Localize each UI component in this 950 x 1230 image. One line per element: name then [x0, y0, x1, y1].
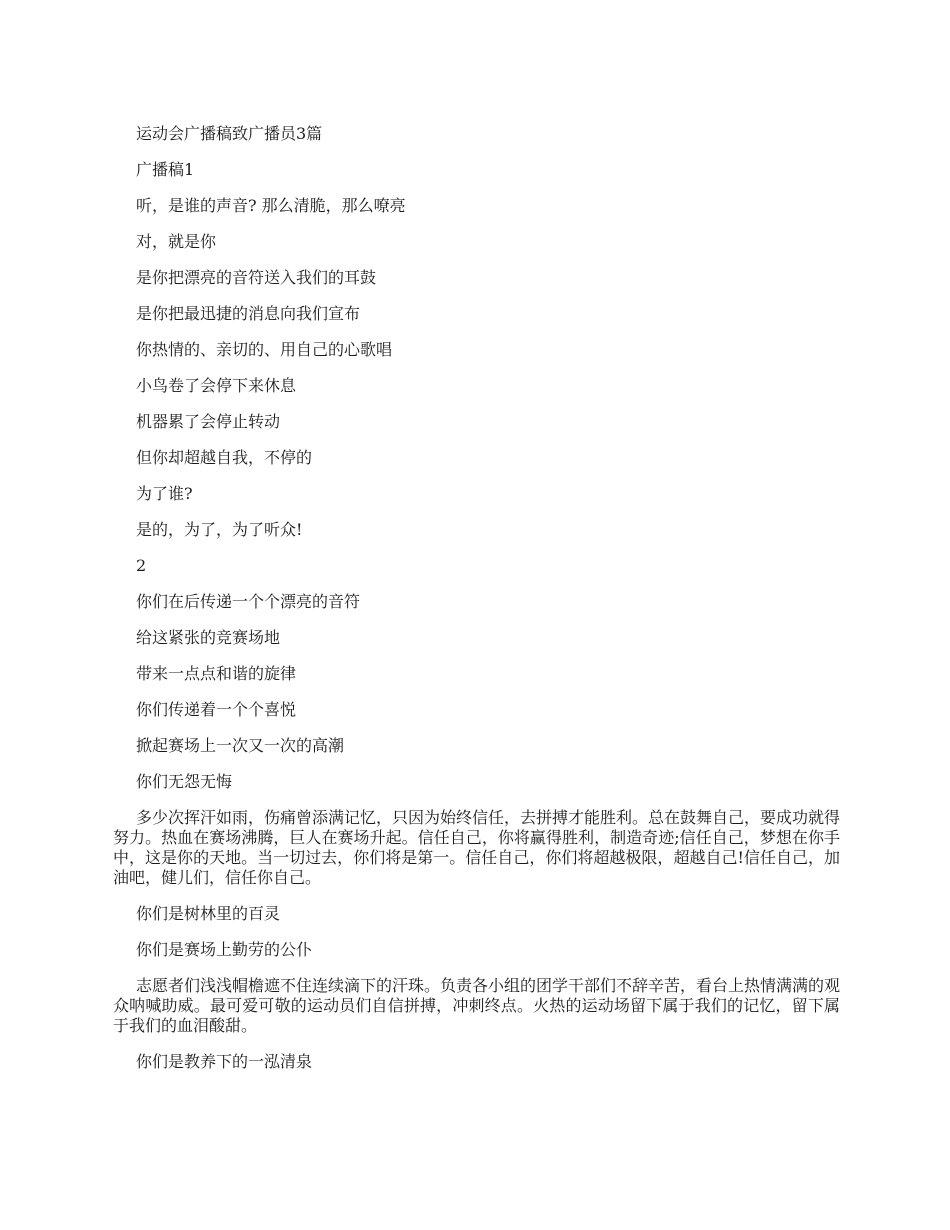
poem-line: 机器累了会停止转动	[136, 412, 281, 431]
poem-line: 听，是谁的声音? 那么清脆，那么嘹亮	[136, 196, 406, 215]
poem-line: 你们在后传递一个个漂亮的音符	[136, 592, 361, 611]
poem-line: 小鸟卷了会停下来休息	[136, 376, 297, 395]
poem-line: 对，就是你	[136, 232, 217, 251]
poem-line: 你们无怨无悔	[136, 772, 233, 791]
poem-line: 你们传递着一个个喜悦	[136, 700, 297, 719]
poem-line: 是你把漂亮的音符送入我们的耳鼓	[136, 268, 377, 287]
poem-line: 掀起赛场上一次又一次的高潮	[136, 736, 345, 755]
poem-line: 你们是树林里的百灵	[136, 904, 281, 923]
body-paragraph: 多少次挥汗如雨，伤痛曾添满记忆，只因为始终信任，去拼搏才能胜利。总在鼓舞自己，要成功就得努力。热血在赛场沸腾，巨人在赛场升起。信任自己，你将赢得胜利，制造奇迹;信任自己，梦想在你手中，这是你的天地。当一切过去，你们将是第一。信任自己，你们将超越极限，超越自己!信任自己，加油吧，健儿们，信任你自己。	[113, 808, 841, 887]
poem-line: 是的，为了，为了听众!	[136, 520, 303, 539]
poem-line: 是你把最迅捷的消息向我们宣布	[136, 304, 361, 323]
body-paragraph: 志愿者们浅浅帽檐遮不住连续滴下的汗珠。负责各小组的团学干部们不辞辛苦，看台上热情满满的观众呐喊助威。最可爱可敬的运动员们自信拼搏，冲刺终点。火热的运动场留下属于我们的记忆，留下属于我们的血泪酸甜。	[113, 976, 841, 1035]
poem-line: 为了谁?	[136, 484, 193, 503]
document-body	[113, 124, 840, 1088]
poem-line: 你们是赛场上勤劳的公仆	[136, 940, 313, 959]
section-heading: 广播稿1	[136, 160, 195, 179]
poem-line: 你热情的、亲切的、用自己的心歌唱	[136, 340, 393, 359]
section-heading: 2	[136, 556, 147, 575]
poem-line: 但你却超越自我，不停的	[136, 448, 313, 467]
document-title: 运动会广播稿致广播员3篇	[136, 124, 323, 143]
poem-line: 给这紧张的竞赛场地	[136, 628, 281, 647]
poem-line: 你们是教养下的一泓清泉	[136, 1052, 313, 1071]
poem-line: 带来一点点和谐的旋律	[136, 664, 297, 683]
